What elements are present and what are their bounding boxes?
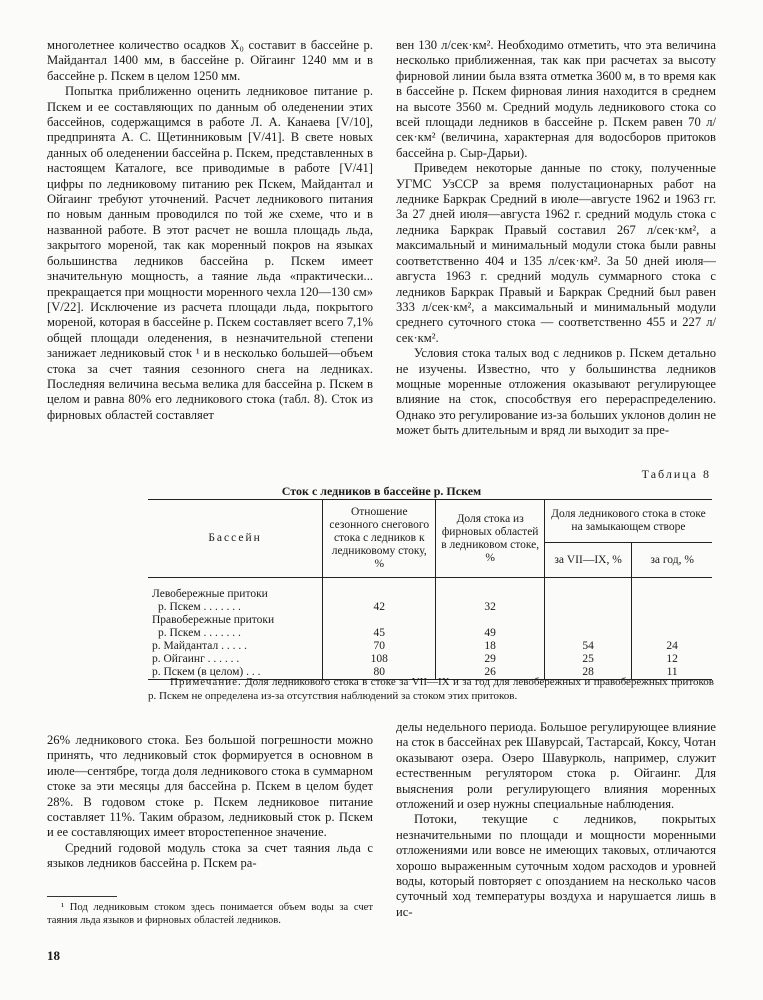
row-name: р. Пскем (в целом) . . . <box>148 666 323 680</box>
left-column-top <box>47 38 373 423</box>
cell: 29 <box>436 653 545 666</box>
cell: 45 <box>323 627 436 640</box>
header-summer: за VII—IX, % <box>544 543 631 578</box>
cell: 32 <box>436 601 545 614</box>
cell: 11 <box>632 666 712 680</box>
paragraph: Условия стока талых вод с ледников р. Пскем детально не изучены. Известно, что у большинства ледников мощные моренные отложения оказывают регулирующее влияние на сток, способствуя его перераспределению. Однако это регулирование из-за больших уклонов долин не может быть длительным и вряд ли выходит за пре- <box>396 346 716 438</box>
paragraph: 26% ледникового стока. Без большой погрешности можно принять, что ледниковый сток формируется в основном в июле—сентябре, тогда доля ледникового стока в суммарном стоке за эти месяцы для бассейна р. Пскем в целом будет 28%. В годовом стоке р. Пскем ледниковое питание составляет 11%. Таким образом, ледниковый сток р. Пскем и ее составляющих имеет второстепенное значение. <box>47 733 373 840</box>
note-label: Примечание. <box>170 676 242 688</box>
cell: 25 <box>544 653 631 666</box>
page-number: 18 <box>47 948 60 963</box>
footnote-rule <box>47 896 117 897</box>
cell <box>544 627 631 640</box>
cell: 12 <box>632 653 712 666</box>
cell <box>544 578 631 602</box>
header-glacier-share: Доля ледникового стока в стоке на замыкающем створе <box>544 500 712 543</box>
cell <box>544 614 631 627</box>
cell: 54 <box>544 640 631 653</box>
header-year: за год, % <box>632 543 712 578</box>
right-column-top <box>396 38 716 439</box>
header-seasonal-share: Отношение сезонного снегового стока с ледников к ледниковому стоку, % <box>323 500 436 578</box>
cell: 24 <box>632 640 712 653</box>
row-name: р. Пскем . . . . . . . <box>148 627 323 640</box>
note-text: Доля ледникового стока в стоке за VII—IX и за год для левобережных и правобережных притоков р. Пскем не определена из-за отсутствия наблюдений за стоком этих притоков. <box>148 676 714 702</box>
runoff-table <box>148 499 712 680</box>
cell <box>323 614 436 627</box>
paragraph: Попытка приближенно оценить ледниковое питание р. Пскем и ее составляющих по данным об оледенении этих бассейнов, содержащимся в работе Л. А. Канаева [V/10], предпринята А. С. Щетинниковым [V/41]. В свете новых данных об оледенении бассейна р. Пскем, представленных в настоящем Каталоге, все приводимые в работе [V/41] цифры по ледниковому питанию рек Пскем, Майдантал и Ойгаинг требуют уточнений. Расчет ледникового питания по новым данным проводился по той же схеме, что и в названной работе. В этот расчет не вошла площадь льда, закрытого мореной, так как моренный покров на языках большинства ледников бассейна р. Пскем имеет значительную мощность, а таяние льда «практически... прекращается при мощности моренного чехла 120—130 см» [V/22]. Исключение из расчета площади льда, покрытого мореной, которая в бассейне р. Пскем составляет всего 7,1% общей площади оледенения, в незначительной степени занижает ледниковый сток ¹ и в несколько большей—объем стока за счет таяния сезонного снега на ледниках. Последняя величина весьма велика для бассейна р. Пскем в целом и равна 80% его ледникового стока (табл. 8). Сток из фирновых областей составляет <box>47 84 373 422</box>
footnote: ¹ Под ледниковым стоком здесь понимается объем воды за счет таяния льда языков и фирновых областей ледников. <box>47 902 373 926</box>
row-name: р. Майдантал . . . . . <box>148 640 323 653</box>
cell <box>632 614 712 627</box>
paragraph: вен 130 л/сек·км². Необходимо отметить, что эта величина несколько приближенная, так как при расчетах за высоту фирновой линии была взята отметка 3600 м, в то время как в бассейне р. Пскем фирновая линия находится в среднем на высоте 3560 м. Средний модуль ледникового стока со всей площади ледников в бассейне р. Пскем равен 70 л/сек·км² (величина, характерная для водосборов притоков бассейна р. Сыр-Дарьи). <box>396 38 716 160</box>
cell <box>436 578 545 602</box>
row-name: Правобережные притоки <box>148 614 323 627</box>
table-row <box>148 614 712 627</box>
cell <box>323 578 436 602</box>
right-column-bottom <box>396 720 716 920</box>
table-note <box>148 676 714 703</box>
cell <box>632 601 712 614</box>
paragraph: Средний годовой модуль стока за счет таяния льда с языков ледников бассейна р. Пскем ра- <box>47 840 373 871</box>
row-name: р. Пскем . . . . . . . <box>148 601 323 614</box>
cell: 49 <box>436 627 545 640</box>
table-title: Сток с ледников в бассейне р. Пскем <box>281 484 482 498</box>
cell <box>436 614 545 627</box>
table-row <box>148 601 712 614</box>
table-row <box>148 627 712 640</box>
cell: 18 <box>436 640 545 653</box>
header-basin: Бассейн <box>148 500 323 578</box>
header-firn-share: Доля стока из фирновых областей в ледниковом стоке, % <box>436 500 545 578</box>
paragraph: Потоки, текущие с ледников, покрытых незначительными по площади и мощности моренными отложениями или вовсе не имеющих таковых, отличаются хорошо выраженным суточным ходом расходов и уровней воды, который повторяет с опозданием на несколько часов суточный ход температуры воздуха и нарушается лишь в ис- <box>396 812 716 919</box>
paragraph: Приведем некоторые данные по стоку, полученные УГМС УзССР за время полустационарных работ на леднике Баркрак Средний в июле—августе 1962 и 1963 гг. За 27 дней июля—августа 1962 г. средний модуль стока с ледника Баркрак Правый составил 267 л/сек·км², а максимальный и минимальный модули стока были равны соответственно 404 и 135 л/сек·км². За 50 дней июля—августа 1963 г. средний модуль суммарного стока с ледников Баркрак Правый и Баркрак Средний был равен 333 л/сек·км², а максимальный и минимальный модули среднего суточного стока — соответственно 455 и 227 л/сек·км². <box>396 161 716 345</box>
cell: 42 <box>323 601 436 614</box>
cell: 70 <box>323 640 436 653</box>
cell <box>632 627 712 640</box>
table-row <box>148 640 712 653</box>
left-column-bottom <box>47 733 373 872</box>
paragraph: делы недельного периода. Большое регулирующее влияние на сток в бассейнах рек Шавурсай, Тастарсай, Коксу, Чотан оказывают озера. Озеро Шавурколь, например, служит естественным регулятором стока р. Ойгаинг. Для выяснения роли регулирующего влияния моренных отложений и озер нужны специальные наблюдения. <box>396 720 716 812</box>
table-number: Таблица 8 <box>641 467 711 481</box>
cell <box>544 601 631 614</box>
cell: 28 <box>544 666 631 680</box>
cell: 108 <box>323 653 436 666</box>
paragraph: многолетнее количество осадков X₀ составит в бассейне р. Майдантал 1400 мм, в бассейне р. Ойгаинг 1240 мм и в бассейне р. Пскем в целом 1250 мм. <box>47 38 373 83</box>
row-name: Левобережные притоки <box>148 578 323 602</box>
table-row <box>148 578 712 602</box>
cell: 80 <box>323 666 436 680</box>
cell: 26 <box>436 666 545 680</box>
table-row <box>148 653 712 666</box>
row-name: р. Ойгаинг . . . . . . <box>148 653 323 666</box>
cell <box>632 578 712 602</box>
